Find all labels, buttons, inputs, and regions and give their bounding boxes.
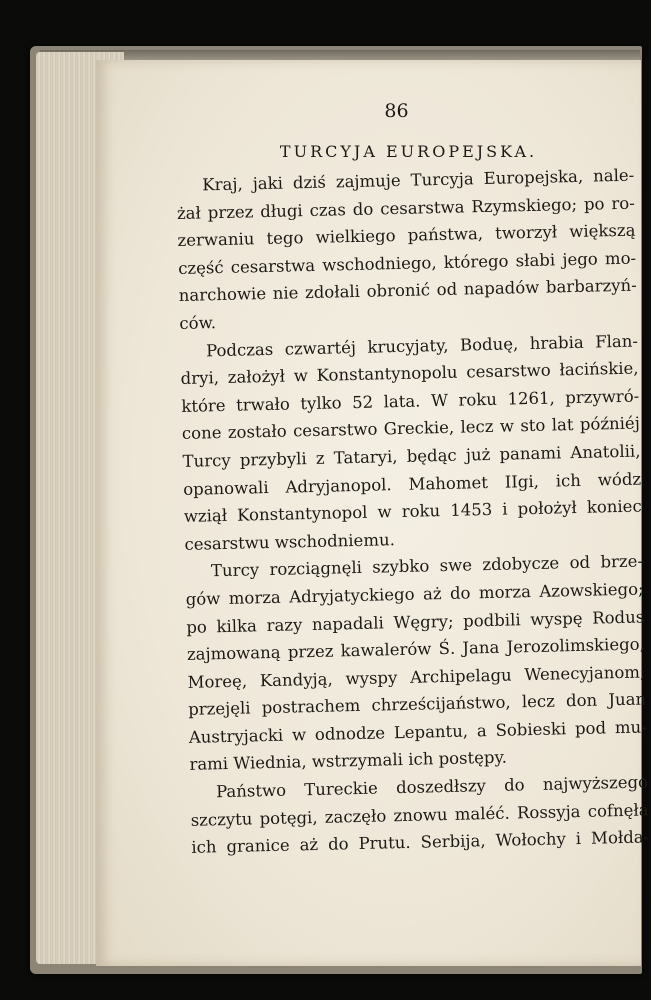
text-line: Kraj, jaki dziś zajmuje Turcyja Europejska, nale- [202, 165, 635, 195]
text-line: dryi, założył w Konstantynopolu cesarstwo łacińskie, [180, 358, 639, 389]
chapter-title: TURCYJA EUROPEJSKA. [279, 142, 538, 161]
text-line: które trwało tylko 52 lata. W roku 1261, przywró- [181, 386, 640, 416]
text-line: Turcy rozciągnęli szybko swe zdobycze od brze- [210, 551, 644, 581]
text-line: Państwo Tureckie doszedłszy do najwyższego [215, 772, 649, 802]
text-line: zerwaniu tego wielkiego państwa, tworzył większą [177, 220, 636, 251]
text-line: Moreę, Kandyją, wyspy Archipelagu Wenecyjanom; [187, 662, 646, 692]
text-line: zajmowaną przez kawalerów Ś. Jana Jerozolimskiego, [186, 634, 646, 664]
body-text [176, 162, 650, 862]
text-line: przejęli postrachem chrześcijaństwo, lecz don Juan [187, 689, 647, 720]
text-line: część cesarstwa wschodniego, którego słabi jego mo- [177, 248, 637, 278]
text-line: Turcy przybyli z Tataryi, będąc już panami Anatolii, [182, 441, 641, 471]
text-line: szczytu potęgi, zaczęło znowu maléć. Rossyja cofnęła [190, 800, 649, 830]
text-line: cesarstwu wschodniemu. [184, 529, 396, 554]
text-line: cone zostało cesarstwo Greckie, lecz w sto lat późniéj [181, 413, 641, 444]
text-line: Podczas czwartéj krucyjaty, Boduę, hrabia Flan- [205, 331, 639, 360]
text-line: żał przez długi czas do cesarstwa Rzymskiego; po ro- [176, 193, 636, 223]
text-line: Austryjacki w odnodze Lepantu, a Sobieski pod mu- [188, 717, 647, 747]
page-number: 86 [384, 100, 409, 122]
text-line: opanowali Adryjanopol. Mahomet IIgi, ich wódz [182, 469, 642, 499]
text-line: ich granice aż do Prutu. Serbija, Wołochy i Mołda- [191, 827, 650, 858]
book-page [96, 60, 650, 966]
text-line: rami Wiednia, wstrzymali ich postępy. [189, 748, 508, 775]
text-line: po kilka razy napadali Węgry; podbili wyspę Rodus [186, 606, 645, 637]
text-line: wziął Konstantynopol w roku 1453 i położył koniec [183, 496, 642, 527]
text-line: gów morza Adryjatyckiego aż do morza Azowskiego; [185, 579, 644, 609]
text-line: ców. [179, 313, 217, 333]
text-line: narchowie nie zdołali obronić od napadów barbarzyń- [178, 275, 637, 306]
